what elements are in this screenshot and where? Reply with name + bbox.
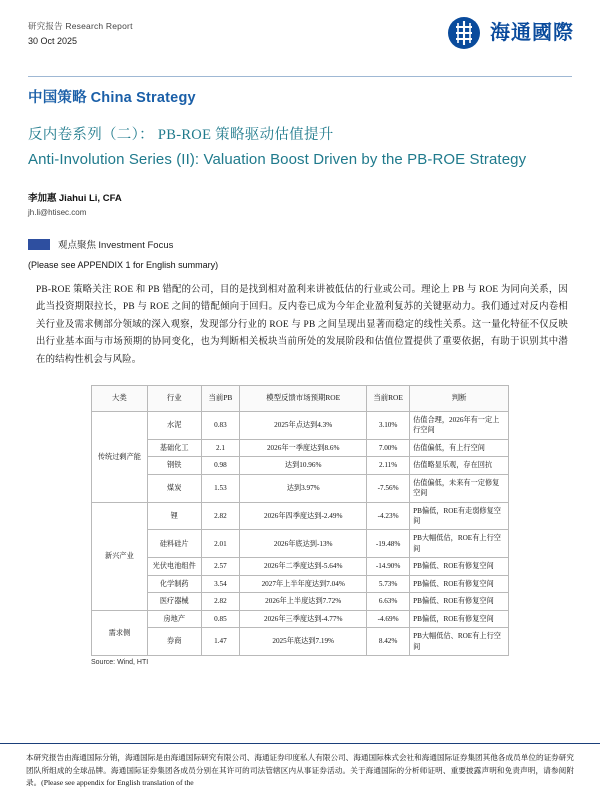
model-expected-roe: 达到10.96%: [240, 457, 367, 474]
judgement: PB大幅低估，ROE有上行空间: [410, 530, 509, 558]
author-name: [28, 190, 572, 204]
current-roe: -14.90%: [367, 558, 410, 575]
header-left: [28, 20, 133, 46]
strategy-heading-en: China Strategy: [90, 90, 196, 106]
current-pb: 0.85: [201, 610, 240, 627]
focus-label-cn: 观点聚焦: [58, 241, 97, 251]
page-header: [0, 0, 600, 72]
model-expected-roe: 2025年底达到7.19%: [240, 628, 367, 656]
current-pb: 2.82: [201, 593, 240, 610]
model-expected-roe: 2025年点达到4.3%: [240, 411, 367, 439]
industry-name: 医疗器械: [147, 593, 201, 610]
table-row: [92, 474, 509, 502]
model-expected-roe: 2026年上半度达到7.72%: [240, 593, 367, 610]
current-pb: 0.83: [201, 411, 240, 439]
appendix-note: (Please see APPENDIX 1 for English summary): [28, 260, 219, 270]
report-type: [28, 20, 133, 32]
report-type-cn: 研究报告: [28, 21, 63, 31]
col-category: 大类: [92, 385, 148, 411]
industry-name: 房地产: [147, 610, 201, 627]
current-roe: -4.23%: [367, 502, 410, 530]
current-roe: 6.63%: [367, 593, 410, 610]
model-expected-roe: 2026年四季度达到-2.49%: [240, 502, 367, 530]
table-row: [92, 628, 509, 656]
header-brand: [447, 16, 574, 50]
focus-swatch-icon: [28, 239, 50, 250]
current-pb: 2.82: [201, 502, 240, 530]
judgement: 估值略显乐观，存在回抗: [410, 457, 509, 474]
current-pb: 0.98: [201, 457, 240, 474]
industry-name: 硅料硅片: [147, 530, 201, 558]
current-roe: -19.48%: [367, 530, 410, 558]
judgement: 估值偏低，有上行空间: [410, 439, 509, 456]
focus-label: [58, 237, 173, 251]
industry-name: 锂: [147, 502, 201, 530]
table-body: [92, 411, 509, 655]
judgement: PB偏低，ROE有修复空间: [410, 610, 509, 627]
current-pb: 2.1: [201, 439, 240, 456]
current-roe: -4.69%: [367, 610, 410, 627]
judgement: PB偏低、ROE有修复空间: [410, 558, 509, 575]
current-roe: 2.11%: [367, 457, 410, 474]
table-row: [92, 530, 509, 558]
current-pb: 1.47: [201, 628, 240, 656]
group-label: 需求侧: [92, 610, 148, 655]
page-title-cn: 反内卷系列（二）： PB-ROE 策略驱动估值提升: [28, 127, 334, 143]
abstract-paragraph: PB-ROE 策略关注 ROE 和 PB 错配的公司，目的是找到相对盈利来讲被低估的行业或公司。理论上 PB 与 ROE 为同向关系，因此当投资期限拉长，PB 与 ROE 之间的错配倾向于回归。反内卷已成为今年企业盈利复苏的关键驱动力。我们通过对反内卷相关行业及需求侧部分领域的深入观察，发现部分行业的 ROE 与 PB 之间呈现出显著而稳定的线性关系。这一量化特征不仅反映出行业基本面与市场预期的协同变化，也为判断相关板块当前所处的发展阶段和估值位置提供了重要依据，有助于识别其中潜在的结构性机会与风险。: [36, 285, 568, 365]
model-expected-roe: 2026年底达到-13%: [240, 530, 367, 558]
judgement: PB偏低，ROE有走弱修复空间: [410, 502, 509, 530]
table-row: [92, 593, 509, 610]
current-pb: 1.53: [201, 474, 240, 502]
haitong-logo-icon: [447, 16, 481, 50]
table-row: [92, 575, 509, 592]
table-header: [92, 385, 509, 411]
strategy-heading: [28, 76, 572, 107]
industry-name: 钢铁: [147, 457, 201, 474]
current-pb: 2.57: [201, 558, 240, 575]
disclaimer-footer: 本研究报告由海通国际分销，海通国际是由海通国际研究有限公司、海通证券印度私人有限公司、海通国际株式会社和海通国际证券集团其他各成员单位的证券研究团队所组成的全球品牌。海通国际证券集团各成员分别在其许可的司法管辖区内从事证券活动。关于海通国际的分析师证明、重要披露声明和免责声明，请参阅附录。(Please see appendix for English translation of the: [0, 743, 600, 800]
col-current-roe: 当前ROE: [367, 385, 410, 411]
table-row: [92, 439, 509, 456]
current-pb: 3.54: [201, 575, 240, 592]
current-roe: 5.73%: [367, 575, 410, 592]
current-pb: 2.01: [201, 530, 240, 558]
author-email[interactable]: jh.li@htisec.com: [28, 208, 87, 217]
table-row: [92, 411, 509, 439]
judgement: PB偏低、ROE有修复空间: [410, 593, 509, 610]
strategy-heading-cn: 中国策略: [28, 90, 87, 106]
current-roe: 3.10%: [367, 411, 410, 439]
model-expected-roe: 2026年三季度达到-4.77%: [240, 610, 367, 627]
group-label: 新兴产业: [92, 502, 148, 610]
model-expected-roe: 达到3.97%: [240, 474, 367, 502]
summary-table: [91, 385, 509, 656]
author-name-en: Jiahui Li, CFA: [58, 193, 122, 204]
report-type-en: Research Report: [65, 21, 133, 31]
table-row: [92, 457, 509, 474]
current-roe: 8.42%: [367, 628, 410, 656]
investment-focus-bar: [28, 237, 572, 251]
industry-name: 煤炭: [147, 474, 201, 502]
current-roe: -7.56%: [367, 474, 410, 502]
industry-name: 水泥: [147, 411, 201, 439]
model-expected-roe: 2026年二季度达到-5.64%: [240, 558, 367, 575]
col-current-pb: 当前PB: [201, 385, 240, 411]
col-judgement: 判断: [410, 385, 509, 411]
table-row: [92, 558, 509, 575]
author-name-cn: 李加惠: [28, 194, 57, 204]
industry-name: 光伏电池组件: [147, 558, 201, 575]
table-row: [92, 502, 509, 530]
model-expected-roe: 2026年一季度达到8.6%: [240, 439, 367, 456]
col-industry: 行业: [147, 385, 201, 411]
industry-name: 基础化工: [147, 439, 201, 456]
industry-name: 化学制药: [147, 575, 201, 592]
current-roe: 7.00%: [367, 439, 410, 456]
judgement: 估值偏低，未来有一定修复空间: [410, 474, 509, 502]
judgement: PB偏低、ROE有修复空间: [410, 575, 509, 592]
model-expected-roe: 2027年上半年度达到7.04%: [240, 575, 367, 592]
table-row: [92, 610, 509, 627]
brand-name: 海通國際: [490, 22, 574, 44]
summary-table-wrap: [0, 385, 600, 656]
judgement: 估值合理，2026年有一定上行空间: [410, 411, 509, 439]
page-title-en: Anti-Involution Series (II): Valuation Boost Driven by the PB-ROE Strategy: [28, 151, 527, 168]
industry-name: 券商: [147, 628, 201, 656]
group-label: 传统过剩产能: [92, 411, 148, 502]
col-model-roe: 模型反馈市场预期ROE: [240, 385, 367, 411]
table-header-row: [92, 385, 509, 411]
focus-label-en: Investment Focus: [98, 240, 174, 251]
table-source: Source: Wind, HTI: [91, 658, 149, 666]
report-date: 30 Oct 2025: [28, 36, 78, 46]
judgement: PB大幅低估、ROE有上行空间: [410, 628, 509, 656]
